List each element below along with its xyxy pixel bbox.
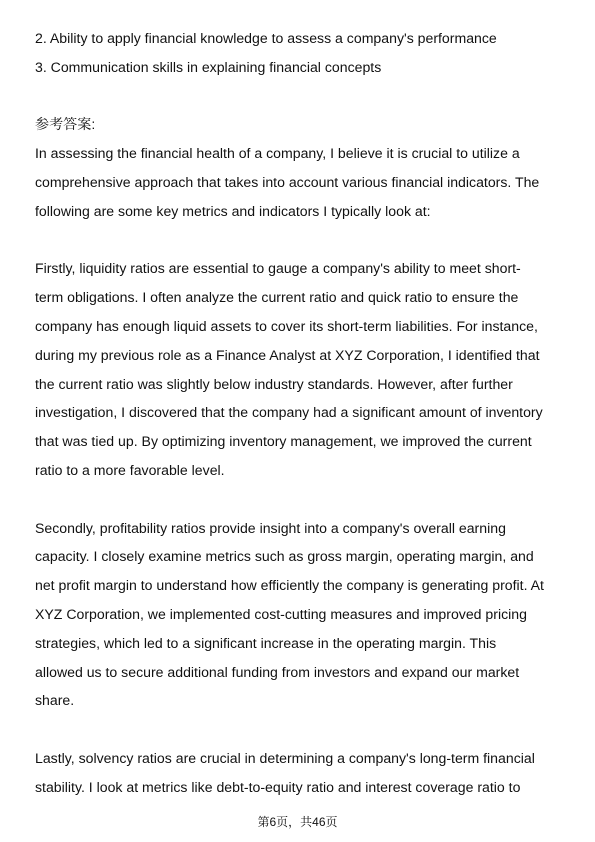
page-number-footer: 第6页，共46页: [257, 815, 338, 829]
paragraph-line: allowed us to secure additional funding from investors and expand our market: [35, 663, 520, 680]
paragraph-line: comprehensive approach that takes into account various financial indicators. The: [35, 173, 540, 190]
paragraph-profitability: [35, 514, 565, 716]
list-item: 3. Communication skills in explaining financial concepts: [35, 58, 382, 75]
requirements-list: [35, 24, 565, 82]
paragraph-line: Lastly, solvency ratios are crucial in determining a company's long-term financial: [35, 749, 535, 766]
paragraph-line: that was tied up. By optimizing inventory management, we improved the current: [35, 433, 532, 450]
paragraph-line: ratio to a more favorable level.: [35, 461, 225, 478]
spacer: [35, 226, 565, 255]
paragraph-line: Secondly, profitability ratios provide insight into a company's overall earning: [35, 519, 506, 536]
spacer: [35, 715, 565, 744]
paragraph-intro: [35, 139, 565, 225]
paragraph-line: investigation, I discovered that the company had a significant amount of inventory: [35, 404, 543, 421]
paragraph-line: net profit margin to understand how efficiently the company is generating profit. At: [35, 577, 544, 594]
paragraph-liquidity: [35, 254, 565, 484]
paragraph-line: In assessing the financial health of a company, I believe it is crucial to utilize a: [35, 145, 520, 162]
paragraph-line: following are some key metrics and indicators I typically look at:: [35, 202, 431, 219]
paragraph-line: strategies, which led to a significant increase in the operating margin. This: [35, 634, 497, 651]
paragraph-line: the current ratio was slightly below industry standards. However, after further: [35, 375, 513, 392]
spacer: [35, 485, 565, 514]
paragraph-line: term obligations. I often analyze the current ratio and quick ratio to ensure the: [35, 289, 519, 306]
paragraph-line: company has enough liquid assets to cover its short-term liabilities. For instance,: [35, 317, 538, 334]
paragraph-line: capacity. I closely examine metrics such as gross margin, operating margin, and: [35, 548, 534, 565]
paragraph-line: XYZ Corporation, we implemented cost-cutting measures and improved pricing: [35, 605, 527, 622]
paragraph-line: Firstly, liquidity ratios are essential to gauge a company's ability to meet short-: [35, 260, 521, 277]
answer-heading: 参考答案:: [35, 116, 96, 133]
paragraph-line: during my previous role as a Finance Analyst at XYZ Corporation, I identified that: [35, 346, 540, 363]
paragraph-line: stability. I look at metrics like debt-to-equity ratio and interest coverage ratio to: [35, 778, 521, 795]
paragraph-line: share.: [35, 692, 75, 709]
spacer: [35, 82, 565, 111]
list-item: 2. Ability to apply financial knowledge to assess a company's performance: [35, 30, 497, 46]
page-content: [35, 24, 565, 802]
paragraph-solvency: [35, 744, 565, 802]
